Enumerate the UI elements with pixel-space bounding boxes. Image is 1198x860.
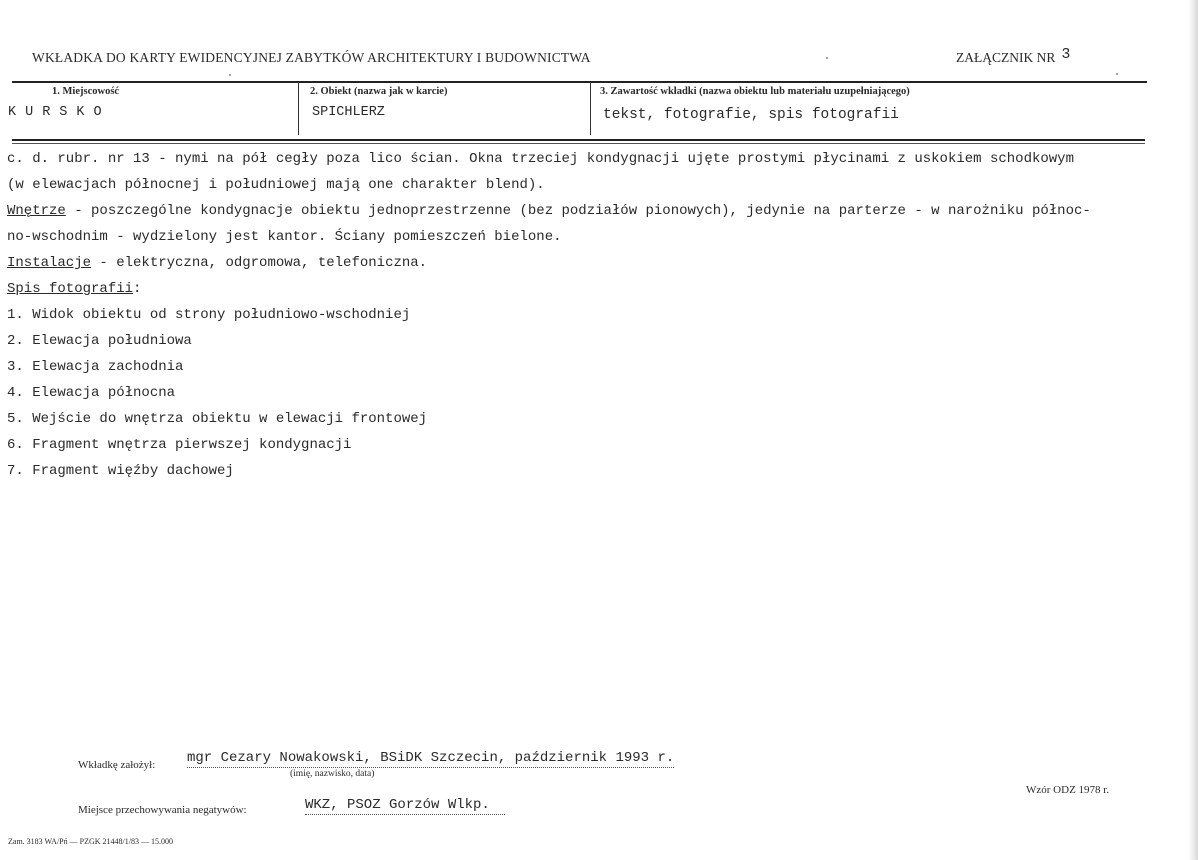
location-value: KURSKO (8, 105, 111, 120)
photo-list-item: 3. Elewacja zachodnia (7, 359, 184, 375)
interior-heading: Wnętrze (7, 203, 66, 219)
photo-list-heading-line (7, 279, 1177, 305)
interior-line: no-wschodnim - wydzielony jest kantor. Ściany pomieszczeń bielone. (7, 229, 562, 245)
object-label: 2. Obiekt (nazwa jak w karcie) (310, 86, 448, 97)
description-line: c. d. rubr. nr 13 - nymi na pół cegły poza lico ścian. Okna trzeciej kondygnacji ujęte prostymi płycinami z uskokiem schodkowym (7, 151, 1074, 167)
photo-list-item: 5. Wejście do wnętrza obiektu w elewacji frontowej (7, 411, 428, 427)
object-value: SPICHLERZ (312, 105, 385, 120)
photo-list-item: 4. Elewacja północna (7, 385, 176, 401)
fields-bottom-rule-thin (12, 143, 1145, 144)
photo-list-item: 7. Fragment więźby dachowej (7, 463, 234, 479)
field-divider-2 (590, 82, 591, 135)
installations-text: - elektryczna, odgromowa, telefoniczna. (91, 255, 428, 271)
location-label: 1. Miejscowość (52, 86, 120, 97)
photo-list-heading: Spis fotografii (7, 281, 134, 297)
author-caption: (imię, nazwisko, data) (290, 769, 375, 779)
contents-value: tekst, fotografie, spis fotografii (603, 107, 899, 123)
photo-list-colon: : (133, 281, 142, 297)
photo-list-item: 6. Fragment wnętrza pierwszej kondygnacji (7, 437, 352, 453)
card-title: WKŁADKA DO KARTY EWIDENCYJNEJ ZABYTKÓW ARCHITEKTURY I BUDOWNICTWA (32, 50, 591, 65)
description-body (7, 149, 1177, 487)
fields-bottom-rule (12, 139, 1145, 141)
photo-list-item: 1. Widok obiektu od strony południowo-wschodniej (7, 307, 411, 323)
print-note: Zam. 3183 WA/Pń — PZGK 21448/1/83 — 15.000 (8, 837, 173, 846)
interior-line (7, 201, 1177, 227)
annex-number: 3 (1061, 46, 1071, 63)
storage-label: Miejsce przechowywania negatywów: (78, 804, 247, 816)
installations-heading: Instalacje (7, 255, 92, 271)
annex-label-text: ZAŁĄCZNIK NR (956, 50, 1056, 65)
interior-text: - poszczególne kondygnacje obiektu jednoprzestrzenne (bez podziałów pionowych), jedynie na parterze - w narożniku północ- (65, 203, 1091, 219)
header-rule (12, 81, 1147, 83)
author-value: mgr Cezary Nowakowski, BSiDK Szczecin, październik 1993 r. (187, 750, 675, 766)
contents-label: 3. Zawartość wkładki (nazwa obiektu lub materiału uzupełniającego) (600, 86, 910, 97)
scan-speck (1116, 73, 1118, 75)
description-line: (w elewacjach północnej i południowej mają one charakter blend). (7, 177, 545, 193)
field-divider-1 (298, 82, 299, 135)
installations-line (7, 253, 1177, 279)
storage-value: WKZ, PSOZ Gorzów Wlkp. (305, 797, 505, 815)
scan-speck (826, 57, 828, 59)
scan-edge-shadow (1188, 0, 1198, 860)
author-label: Wkładkę założył: (78, 759, 156, 771)
photo-list-item: 2. Elewacja południowa (7, 333, 192, 349)
annex-label (956, 46, 1071, 67)
scan-speck (229, 74, 231, 76)
form-pattern: Wzór ODZ 1978 r. (1026, 784, 1110, 796)
